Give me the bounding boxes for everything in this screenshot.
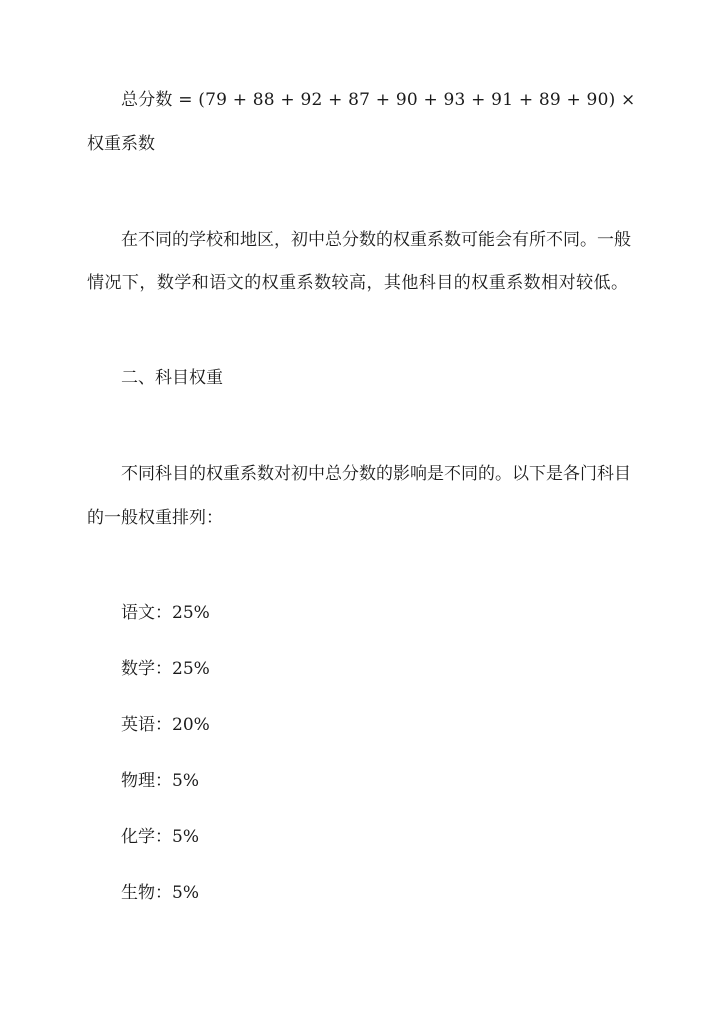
weight-item-chemistry: 化学：5%: [121, 827, 199, 847]
paragraph-1-line-2: 情况下，数学和语文的权重系数较高，其他科目的权重系数相对较低。: [87, 273, 628, 293]
paragraph-2-line-1: 不同科目的权重系数对初中总分数的影响是不同的。以下是各门科目: [121, 464, 631, 484]
weight-item-chinese: 语文：25%: [121, 603, 210, 623]
weight-item-english: 英语：20%: [121, 715, 210, 735]
paragraph-2-line-2: 的一般权重排列：: [87, 508, 223, 528]
formula-line-1: 总分数 = (79 + 88 + 92 + 87 + 90 + 93 + 91 + 89 + 90) ×: [121, 90, 636, 110]
weight-item-biology: 生物：5%: [121, 883, 199, 903]
weight-item-math: 数学：25%: [121, 659, 210, 679]
formula-line-2: 权重系数: [87, 134, 155, 154]
paragraph-1-line-1: 在不同的学校和地区，初中总分数的权重系数可能会有所不同。一般: [121, 230, 631, 250]
section-heading: 二、科目权重: [121, 368, 223, 388]
weight-item-physics: 物理：5%: [121, 771, 199, 791]
